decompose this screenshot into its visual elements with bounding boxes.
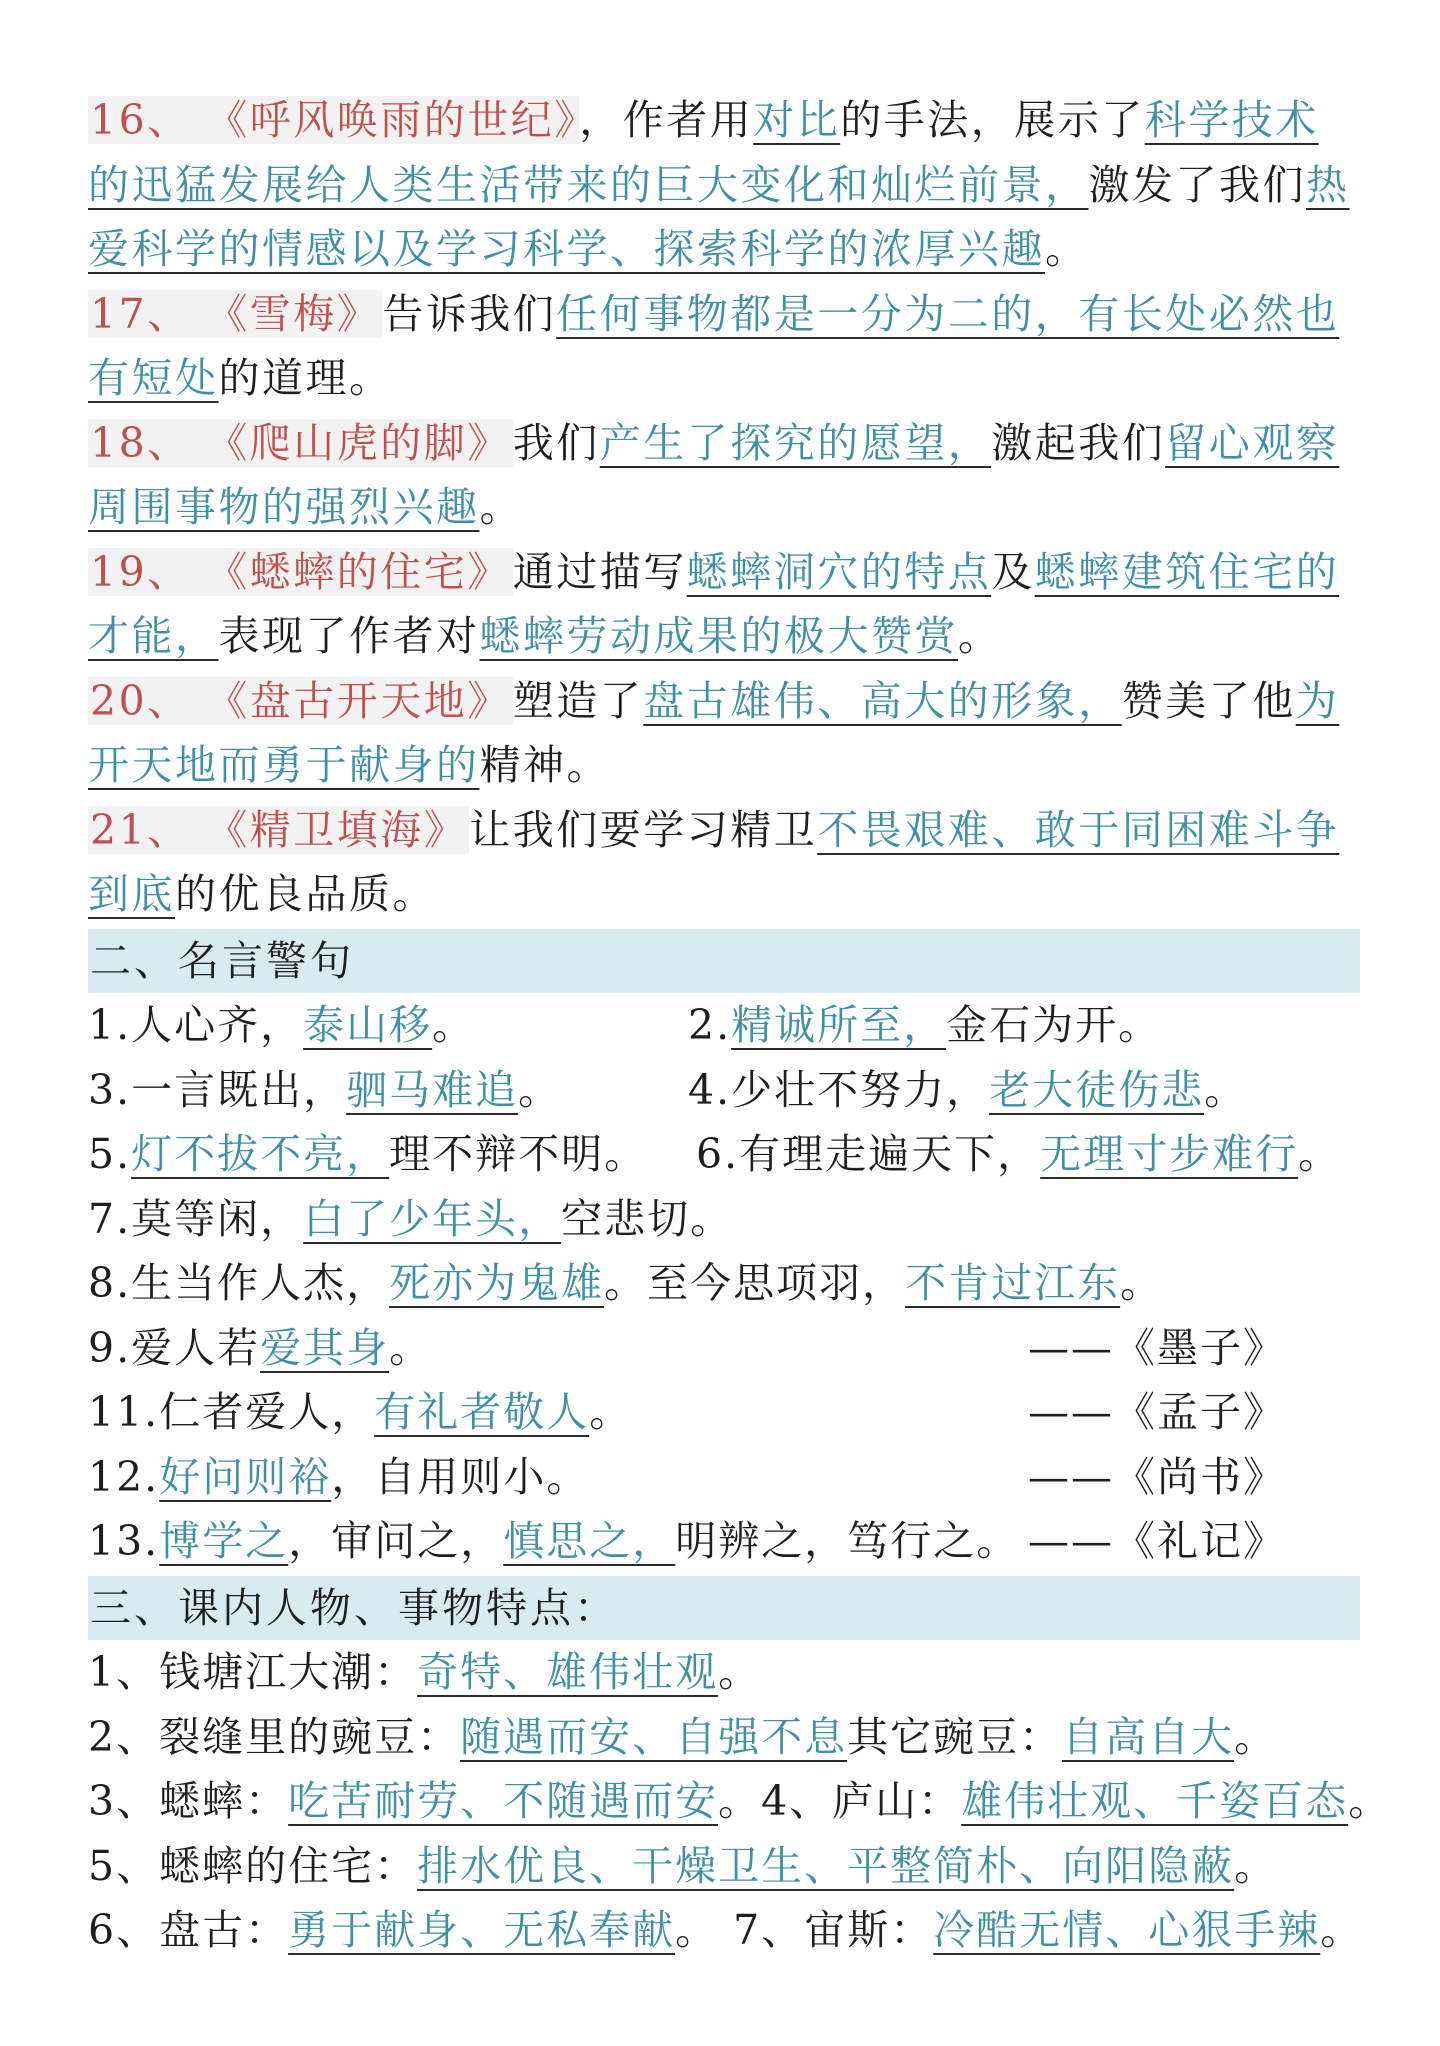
text-segment: 。 [432, 1001, 476, 1049]
text-segment: 11.仁者爱人， [88, 1388, 375, 1436]
answer-blank: 灯不拔不亮， [131, 1130, 390, 1178]
text-segment: 。 [1298, 1130, 1342, 1178]
quote-source: ——《礼记》 [1028, 1517, 1286, 1565]
text-segment: 。 [1234, 1841, 1278, 1890]
answer-blank: 雄伟壮观、千姿百态 [961, 1777, 1349, 1825]
quote-row [88, 1509, 1360, 1574]
quote-row [88, 1187, 1360, 1252]
text-segment: 的优良品质。 [175, 870, 436, 918]
text-segment: 。 [958, 612, 1002, 660]
quote [88, 1324, 432, 1372]
text-segment: 。 [1234, 1712, 1278, 1761]
text-segment: 12. [88, 1452, 160, 1501]
answer-blank: 随遇而安、自强不息 [460, 1712, 848, 1761]
text-segment: 。至今思项羽， [604, 1259, 906, 1307]
text-segment: 的手法，展示了 [840, 96, 1145, 144]
answer-blank: 吃苦耐劳、不随遇而安 [288, 1777, 719, 1825]
text-segment: 13. [88, 1517, 160, 1565]
text-segment: 5. [88, 1130, 132, 1178]
quote [88, 1517, 1019, 1565]
lesson-title: 19、 《蟋蟀的住宅》 [90, 547, 511, 596]
quote [88, 1259, 1163, 1307]
quote [88, 1066, 561, 1114]
text-segment: 告诉我们 [382, 289, 557, 338]
summary-item [88, 282, 1360, 411]
text-segment: 3、蟋蟀： [88, 1777, 289, 1825]
text-segment: 9.爱人若 [88, 1323, 261, 1372]
text-segment: 7.莫等闲， [88, 1194, 304, 1243]
text-segment: 理不辩不明。 [389, 1130, 648, 1178]
text-segment: 3.一言既出， [88, 1065, 347, 1114]
answer-blank: 无理寸步难行 [1040, 1130, 1299, 1178]
quote [688, 1058, 1247, 1123]
text-segment: 其它豌豆： [847, 1712, 1063, 1761]
lesson-title: 16、 《呼风唤雨的世纪》 [90, 96, 578, 144]
text-segment: 。 7、宙斯： [675, 1906, 934, 1954]
text-segment: ，作者用 [579, 96, 754, 144]
answer-blank: 冷酷无情、心狠手辣 [933, 1906, 1321, 1954]
lesson-title: 17、 《雪梅》 [90, 289, 381, 338]
summary-item [88, 540, 1360, 669]
quote [88, 1195, 733, 1243]
feature-row [88, 1705, 1360, 1770]
answer-blank: 不畏艰难、敢于同困难斗争到底 [88, 805, 1340, 918]
quote-row [88, 1251, 1360, 1316]
answer-blank: 奇特、雄伟壮观 [417, 1648, 719, 1696]
text-segment: 明辨之，笃行之。 [675, 1517, 1020, 1565]
quote [88, 1388, 632, 1436]
text-segment: 1.人心齐， [88, 1001, 304, 1049]
feature-row [88, 1640, 1360, 1705]
answer-blank: 为开天地而勇于献身的 [88, 676, 1340, 789]
text-segment: 表现了作者对 [218, 612, 480, 660]
text-segment: 。 [1348, 1777, 1392, 1825]
quote-row [88, 1122, 1360, 1187]
answer-blank: 博学之 [159, 1517, 289, 1565]
answer-blank: 精诚所至， [731, 1001, 947, 1049]
text-segment: 空悲切。 [561, 1194, 734, 1243]
text-segment: 塑造了 [512, 676, 644, 725]
answer-blank: 对比 [753, 96, 841, 144]
text-segment: 赞美了他 [1121, 676, 1296, 725]
quote [88, 1130, 647, 1178]
answer-blank: 任何事物都是一分为二的，有长处必然也有短处 [88, 289, 1340, 402]
quote-source: ——《尚书》 [1028, 1452, 1286, 1501]
summary-item [88, 88, 1360, 282]
lesson-title: 18、 《爬山虎的脚》 [90, 418, 511, 467]
text-segment: 2、裂缝里的豌豆： [88, 1712, 461, 1761]
lesson-title: 21、 《精卫填海》 [90, 805, 468, 854]
feature-row [88, 1898, 1364, 1963]
text-segment: 8.生当作人杰， [88, 1259, 390, 1307]
text-segment: 5、蟋蟀的住宅： [88, 1841, 418, 1890]
answer-blank: 泰山移 [303, 1001, 433, 1049]
text-segment: 的道理。 [218, 354, 393, 402]
answer-blank: 爱其身 [260, 1323, 390, 1372]
answer-blank: 慎思之， [503, 1517, 676, 1565]
text-segment: ，审问之， [288, 1517, 504, 1565]
quote [88, 1001, 475, 1049]
answer-blank: 有礼者敬人 [374, 1388, 590, 1436]
section-heading-features: 三、课内人物、事物特点： [88, 1576, 1360, 1641]
answer-blank: 科学技术的迅猛发展给人类生活带来的巨大变化和灿烂前景， [88, 96, 1319, 209]
text-segment: 通过描写 [512, 547, 687, 596]
text-segment: 金石为开。 [946, 1001, 1162, 1049]
text-segment: 精神。 [479, 741, 610, 789]
summary-item [88, 798, 1360, 927]
quote-row [88, 1380, 1360, 1445]
answer-blank: 蟋蟀洞穴的特点 [686, 547, 992, 596]
answer-blank: 好问则裕 [159, 1452, 332, 1501]
answer-blank: 留心观察周围事物的强烈兴趣 [88, 418, 1340, 531]
features-list [88, 1640, 1392, 1963]
feature-row [88, 1834, 1360, 1899]
quote-row [88, 1445, 1360, 1510]
text-segment: 。 [589, 1388, 633, 1436]
answer-blank: 热爱科学的情感以及学习科学、探索科学的浓厚兴趣 [88, 160, 1350, 273]
quote-source: ——《墨子》 [1028, 1323, 1286, 1372]
text-segment: 激起我们 [991, 418, 1166, 467]
summary-item [88, 411, 1360, 540]
answer-blank: 盘古雄伟、高大的形象， [643, 676, 1122, 725]
text-segment: 。 [718, 1648, 762, 1696]
answer-blank: 蟋蟀建筑住宅的才能， [88, 547, 1340, 660]
answer-blank: 自高自大 [1062, 1712, 1235, 1761]
answer-blank: 白了少年头， [303, 1194, 562, 1243]
quotes-list [88, 993, 1360, 1574]
summary-item [88, 669, 1360, 798]
text-segment: 1、钱塘江大潮： [88, 1648, 418, 1696]
text-segment: ，自用则小。 [331, 1452, 590, 1501]
quote-source: ——《孟子》 [1028, 1388, 1286, 1436]
answer-blank: 排水优良、干燥卫生、平整简朴、向阳隐蔽 [417, 1841, 1235, 1890]
answer-blank: 死亦为鬼雄 [389, 1259, 605, 1307]
text-segment: 及 [991, 547, 1035, 596]
quote-row [88, 1316, 1360, 1381]
quote [88, 1453, 589, 1501]
document-page [88, 88, 1392, 1963]
answer-blank: 勇于献身、无私奉献 [288, 1906, 676, 1954]
text-segment: 6、盘古： [88, 1906, 289, 1954]
feature-row [88, 1769, 1392, 1834]
text-segment: 。4、庐山： [718, 1777, 962, 1825]
text-segment: 。 [479, 483, 523, 531]
text-segment: 。 [1045, 225, 1089, 273]
text-segment: 4.少壮不努力， [688, 1065, 990, 1114]
text-segment: 2. [688, 1001, 732, 1049]
answer-blank: 老大徒伤悲 [989, 1065, 1205, 1114]
answer-blank: 产生了探究的愿望， [599, 418, 992, 467]
answer-blank: 不肯过江东 [905, 1259, 1121, 1307]
answer-blank: 蟋蟀劳动成果的极大赞赏 [479, 612, 958, 660]
quote-row [88, 993, 1360, 1058]
text-segment: 。 [389, 1323, 433, 1372]
text-segment: 。 [1120, 1259, 1164, 1307]
quote-row [88, 1058, 1360, 1123]
text-segment: 激发了我们 [1088, 160, 1306, 209]
answer-blank: 驷马难追 [346, 1065, 519, 1114]
quote [696, 1122, 1341, 1187]
text-segment: 。 [1320, 1906, 1364, 1954]
text-segment: 让我们要学习精卫 [469, 805, 818, 854]
text-segment: 我们 [512, 418, 600, 467]
text-segment: 。 [1204, 1065, 1248, 1114]
summary-list [88, 88, 1360, 927]
lesson-title: 20、 《盘古开天地》 [90, 676, 511, 725]
section-heading-quotes: 二、名言警句 [88, 929, 1360, 994]
quote [688, 993, 1161, 1058]
text-segment: 6.有理走遍天下， [696, 1130, 1041, 1178]
text-segment: 。 [518, 1065, 562, 1114]
